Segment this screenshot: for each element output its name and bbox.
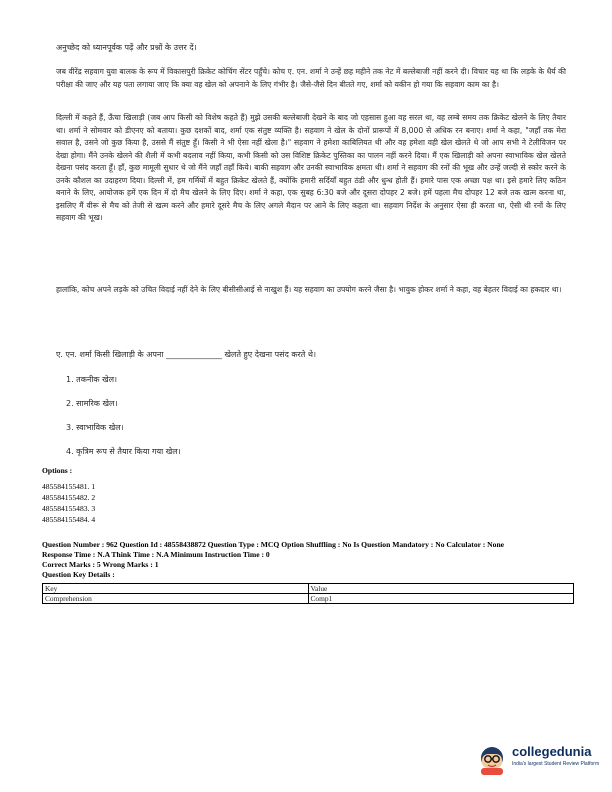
question-key-table [42, 583, 574, 604]
choice-2: 2. सामरिक खेल। [66, 399, 118, 408]
option-id-4: 485584155484. 4 [42, 515, 96, 524]
table-header-value: Value [308, 584, 574, 594]
passage-paragraph-2: दिल्ली में कहते हैं, ऊँचा खिलाड़ी (जब आप किसी को विशेष कहते हैं) मुझे उसकी बल्लेबाजी देखने के बाद जो एहसास हुआ वह सरल था, वह लम्बे समय तक क्रिकेट खेलने के लिए तैयार था। शर्मा ने सोमवार को डीएनए को बताया। कुछ दशकों बाद, शर्मा एक संतुष्ट व्यक्ति है। सहवाग ने खेल के दोनों प्रारूपों में 8,000 से अधिक रन बनाए। शर्मा ने कहा, "जहाँ तक मेरा सवाल है, उसने जो कुछ किया है, उससे मैं संतुष्ट हूँ। किसी ने भी ऐसा नहीं खेला है।" सहवाग ने हमेशा काबिलियत थी और वह हमेशा वही खेल खेलते थे जो आप सभी ने टेलीविजन पर देखा होगा। मैंने उनके खेलने की शैली में कभी बदलाव नहीं किया, कभी किसी को उस विशिष्ट क्रिकेट पुस्तिका का पालन नहीं करने दिया। मैं एक खिलाड़ी को अपना स्वाभाविक खेल खेलते देखना पसंद करता हूँ। हाँ, कुछ मामूली सुधार थे जो मैंने जहाँ तहाँ किये। बाकी सहवाग और उनकी स्वाभाविक क्षमता थी। शर्मा ने सहवाग की रनों की भूख और उन्हें जल्दी से स्कोर करने के उनके कौशल का उदाहरण दिया। दिल्ली में, हम गर्मियों में बहुत क्रिकेट खेलते हैं, क्योंकि हमारी सर्दियाँ बहुत ठंडी और धुन्ध होती हैं। हमारे पास एक अच्छा पक्ष था। इसे हमारे लिए कठिन बनाने के लिए, आयोजक हमें एक दिन में दो मैच खेलने के लिए दिए। शर्मा ने कहा, एक सुबह 6:30 बजे और दूसरा दोपहर 2 बजे। हमें पहला मैच दोपहर 12 बजे तक खत्म करना था, इसलिए मैं वीरू से मैच को तेजी से खत्म करने और हमारे दूसरे मैच के लिए अगले मैदान पर आने के लिए कहता था। सहवाग निर्देश के अनुसार ऐसा ही करता था, ऐसी थी रनों के लिए सहवाग की भूख। [56, 113, 566, 222]
choice-3: 3. स्वाभाविक खेल। [66, 423, 124, 432]
question-meta-line: Question Number : 962 Question Id : 48558438872 Question Type : MCQ Option Shuffling : No Is Question Mandatory : No Calculator : None [42, 540, 505, 549]
option-id-3: 485584155483. 3 [42, 504, 96, 513]
table-row [43, 594, 574, 604]
key-details-heading: Question Key Details : [42, 570, 115, 579]
brand-name: collegedunia [512, 744, 592, 759]
marks-line: Correct Marks : 5 Wrong Marks : 1 [42, 560, 159, 569]
table-header-row [43, 584, 574, 594]
brand-tagline: India's largest Student Review Platform [512, 761, 600, 767]
option-id-1: 485584155481. 1 [42, 482, 96, 491]
question-text: ए. एन. शर्मा किसी खिलाड़ी के अपना ______________ खेलते हुए देखना पसंद करते थे। [56, 350, 317, 359]
table-header-key: Key [43, 584, 309, 594]
option-id-2: 485584155482. 2 [42, 493, 96, 502]
passage-paragraph-1: जब वीरेंद्र सहवाग युवा बालक के रूप में विकासपुरी क्रिकेट कोचिंग सेंटर पहुँचे। कोच ए. एन. शर्मा ने उन्हें छह महीने तक नेट में बल्लेबाजी नहीं करने दी। विचार यह था कि लड़के के धैर्य की परीक्षा की जाए और यह पता लगाया जाए कि क्या वह खेल को अपनाने के लिए गंभीर है। जैसे-जैसे दिन बीतते गए, शर्मा को यकीन हो गया कि सहवाग काम का है। [56, 67, 566, 89]
table-cell-value: Comp1 [308, 594, 574, 604]
response-time-line: Response Time : N.A Think Time : N.A Minimum Instruction Time : 0 [42, 550, 270, 559]
passage-paragraph-3: हालांकि, कोच अपने लड़के को उचित विदाई नहीं देने के लिए बीसीसीआई से नाखुश हैं। यह सहवाग का उपयोग करने जैसा है। भावुक होकर शर्मा ने कहा, वह बेहतर विदाई का हकदार था। [56, 285, 562, 294]
options-heading: Options : [42, 466, 73, 475]
table-cell-key: Comprehension [43, 594, 309, 604]
choice-4: 4. कृत्रिम रूप से तैयार किया गया खेल। [66, 447, 181, 456]
choice-1: 1. तकनीक खेल। [66, 375, 118, 384]
instruction-text: अनुच्छेद को ध्यानपूर्वक पढ़ें और प्रश्नों के उत्तर दें। [56, 43, 197, 52]
